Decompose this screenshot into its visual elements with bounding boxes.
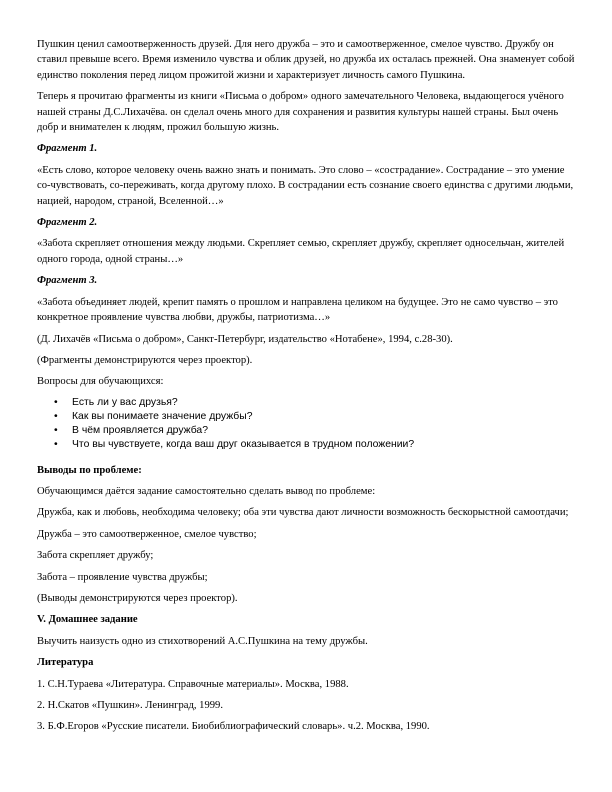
question-text: Что вы чувствуете, когда ваш друг оказывается в трудном положении?: [72, 439, 415, 451]
conclusion-2: Дружба – это самоотверженное, смелое чувство;: [37, 528, 257, 540]
conclusion-1: Дружба, как и любовь, необходима человеку; оба эти чувства дают личности возможность бескорыстной самоотдачи;: [37, 507, 569, 519]
fragment-1-text: «Есть слово, которое человеку очень важно знать и понимать. Это слово – «сострадание». Сострадание – это умение со-чувствовать, со-переживать, когда другому плохо. В сострадании есть сознание своего единства с другими людьми, нацией, народом, страной, Вселенной…»: [37, 164, 574, 207]
question-item: [37, 410, 575, 424]
question-item: [37, 396, 575, 410]
homework-heading: V. Домашнее задание: [37, 614, 138, 626]
bullet-icon: •: [54, 410, 58, 422]
questions-heading: Вопросы для обучающихся:: [37, 376, 164, 388]
bullet-icon: •: [54, 439, 58, 451]
question-text: Есть ли у вас друзья?: [72, 396, 178, 408]
conclusions-task: Обучающимся даётся задание самостоятельно сделать вывод по проблеме:: [37, 485, 376, 497]
literature-item: 3. Б.Ф.Егоров «Русские писатели. Биобиблиографический словарь». ч.2. Москва, 1990.: [37, 721, 430, 733]
questions-list: [37, 396, 575, 453]
question-item: [37, 424, 575, 438]
likhachev-intro-paragraph: Теперь я прочитаю фрагменты из книги «Письма о добром» одного замечательного Человека, выдающегося учёного нашей страны Д.С.Лихачёва. он сделал очень много для сохранения и развития культуры нашей страны. Был очень добр и внимателен к людям, прожил большую жизнь.: [37, 91, 564, 134]
question-text: Как вы понимаете значение дружбы?: [72, 410, 253, 422]
fragment-2-heading: Фрагмент 2.: [37, 217, 98, 229]
bullet-icon: •: [54, 396, 58, 408]
conclusions-heading: Выводы по проблеме:: [37, 464, 142, 476]
document-page: [37, 37, 575, 735]
literature-item: 2. Н.Скатов «Пушкин». Ленинград, 1999.: [37, 700, 223, 711]
literature-item: 1. С.Н.Тураева «Литература. Справочные материалы». Москва, 1988.: [37, 678, 349, 690]
question-text: В чём проявляется дружба?: [72, 425, 208, 437]
conclusion-4: Забота – проявление чувства дружбы;: [37, 571, 208, 583]
projector-note-conclusions: (Выводы демонстрируются через проектор).: [37, 592, 238, 604]
question-item: [37, 438, 575, 452]
citation: (Д. Лихачёв «Письма о добром», Санкт-Петербург, издательство «Нотабене», 1994, с.28-30).: [37, 333, 453, 345]
literature-heading: Литература: [37, 657, 94, 669]
fragment-3-heading: Фрагмент 3.: [37, 275, 98, 287]
bullet-icon: •: [54, 425, 58, 437]
fragment-3-text: «Забота объединяет людей, крепит память о прошлом и направлена целиком на будущее. Это не само чувство – это конкретное проявление чувства любви, дружбы, патриотизма…»: [37, 296, 558, 324]
homework-text: Выучить наизусть одно из стихотворений А.С.Пушкина на тему дружбы.: [37, 635, 368, 647]
projector-note-fragments: (Фрагменты демонстрируются через проектор).: [37, 354, 253, 366]
intro-paragraph: Пушкин ценил самоотверженность друзей. Для него дружба – это и самоотверженное, смелое чувство. Дружбу он ставил превыше всего. Время изменило чувства и облик друзей, но дружба их осталась прежней. Она знаменует собой единство поколения перед лицом прожитой жизни и характеризует личность самого Пушкина.: [37, 39, 575, 81]
fragment-2-text: «Забота скрепляет отношения между людьми. Скрепляет семью, скрепляет дружбу, скрепляет односельчан, жителей одного города, одной страны…»: [37, 238, 565, 265]
conclusion-3: Забота скрепляет дружбу;: [37, 550, 154, 562]
fragment-1-heading: Фрагмент 1.: [37, 143, 98, 155]
